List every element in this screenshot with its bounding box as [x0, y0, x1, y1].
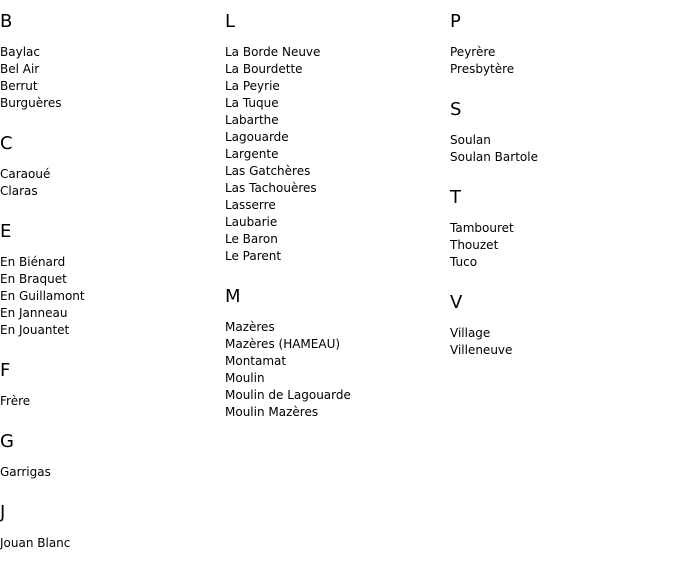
place-link-la-peyrie[interactable]: La Peyrie — [225, 79, 280, 93]
place-link-la-bourdette[interactable]: La Bourdette — [225, 62, 303, 76]
place-link-las-gatcheres[interactable]: Las Gatchères — [225, 164, 311, 178]
letter-heading-v: V — [450, 292, 463, 313]
place-link-en-bienard[interactable]: En Biénard — [0, 255, 66, 269]
letter-heading-j: J — [0, 502, 6, 523]
place-link-la-borde-neuve[interactable]: La Borde Neuve — [225, 45, 321, 59]
place-link-laubarie[interactable]: Laubarie — [225, 215, 278, 229]
place-link-caraoue[interactable]: Caraoué — [0, 167, 51, 181]
place-link-en-guillamont[interactable]: En Guillamont — [0, 289, 85, 303]
place-link-moulin[interactable]: Moulin — [225, 371, 265, 385]
place-link-baylac[interactable]: Baylac — [0, 45, 40, 59]
letter-group-b — [0, 10, 220, 112]
place-link-soulan[interactable]: Soulan — [450, 133, 491, 147]
letter-group-f — [0, 359, 220, 410]
place-link-garrigas[interactable]: Garrigas — [0, 465, 51, 479]
place-link-burgueres[interactable]: Burguères — [0, 96, 62, 110]
place-link-le-baron[interactable]: Le Baron — [225, 232, 278, 246]
place-link-mazeres[interactable]: Mazères — [225, 320, 275, 334]
place-link-frere[interactable]: Frère — [0, 394, 31, 408]
letter-heading-g: G — [0, 431, 14, 452]
letter-group-p — [450, 10, 670, 78]
index-column-2 — [225, 10, 445, 441]
index-column-3 — [450, 10, 670, 379]
letter-heading-l: L — [225, 11, 236, 32]
place-link-en-jouantet[interactable]: En Jouantet — [0, 323, 70, 337]
place-link-moulin-mazeres[interactable]: Moulin Mazères — [225, 405, 319, 419]
place-link-las-tachoueres[interactable]: Las Tachouères — [225, 181, 317, 195]
letter-group-g — [0, 430, 220, 481]
letter-group-c — [0, 132, 220, 200]
place-link-montamat[interactable]: Montamat — [225, 354, 287, 368]
place-link-mazeres-hameau[interactable]: Mazères (HAMEAU) — [225, 337, 341, 351]
place-link-moulin-de-lagouarde[interactable]: Moulin de Lagouarde — [225, 388, 351, 402]
place-link-soulan-bartole[interactable]: Soulan Bartole — [450, 150, 538, 164]
letter-heading-f: F — [0, 360, 11, 381]
place-link-bel-air[interactable]: Bel Air — [0, 62, 40, 76]
letter-group-m — [225, 285, 445, 421]
index-column-1 — [0, 10, 220, 572]
place-link-le-parent[interactable]: Le Parent — [225, 249, 282, 263]
letter-group-s — [450, 98, 670, 166]
letter-group-e — [0, 220, 220, 339]
place-link-peyrere[interactable]: Peyrère — [450, 45, 496, 59]
place-link-tambouret[interactable]: Tambouret — [450, 221, 514, 235]
place-link-village[interactable]: Village — [450, 326, 491, 340]
place-link-claras[interactable]: Claras — [0, 184, 38, 198]
letter-heading-e: E — [0, 221, 12, 242]
place-link-jouan-blanc[interactable]: Jouan Blanc — [0, 536, 71, 550]
place-link-labarthe[interactable]: Labarthe — [225, 113, 279, 127]
letter-group-j — [0, 501, 220, 552]
letter-group-l — [225, 10, 445, 265]
letter-heading-s: S — [450, 99, 462, 120]
letter-heading-p: P — [450, 11, 461, 32]
place-link-presbytere[interactable]: Presbytère — [450, 62, 515, 76]
place-link-largente[interactable]: Largente — [225, 147, 279, 161]
place-link-berrut[interactable]: Berrut — [0, 79, 38, 93]
letter-heading-b: B — [0, 11, 13, 32]
place-link-lasserre[interactable]: Lasserre — [225, 198, 276, 212]
place-link-lagouarde[interactable]: Lagouarde — [225, 130, 289, 144]
place-link-en-janneau[interactable]: En Janneau — [0, 306, 68, 320]
place-link-villeneuve[interactable]: Villeneuve — [450, 343, 513, 357]
place-link-tuco[interactable]: Tuco — [450, 255, 478, 269]
place-link-la-tuque[interactable]: La Tuque — [225, 96, 279, 110]
letter-heading-m: M — [225, 286, 241, 307]
letter-group-t — [450, 186, 670, 271]
letter-group-v — [450, 291, 670, 359]
letter-heading-c: C — [0, 133, 13, 154]
letter-heading-t: T — [450, 187, 461, 208]
place-link-thouzet[interactable]: Thouzet — [450, 238, 499, 252]
place-link-en-braquet[interactable]: En Braquet — [0, 272, 67, 286]
